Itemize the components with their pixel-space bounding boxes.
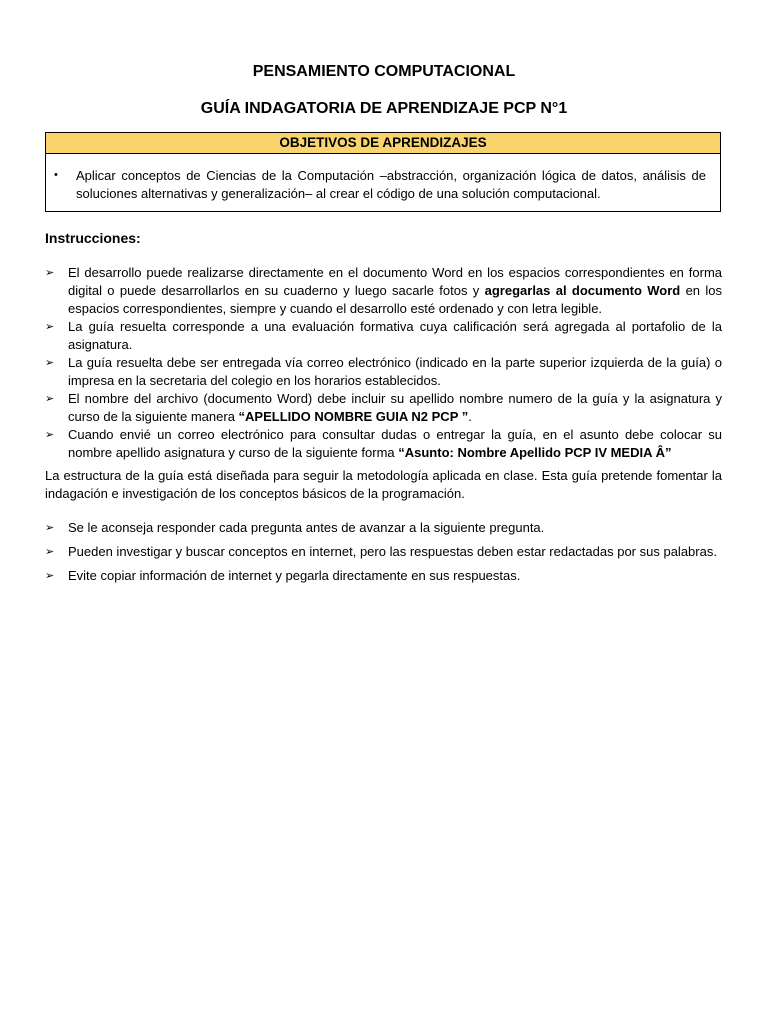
guide-title: GUÍA INDAGATORIA DE APRENDIZAJE PCP N°1 — [200, 100, 568, 117]
advice-item — [45, 540, 722, 564]
instruction-text: La guía resuelta debe ser entregada vía correo electrónico (indicado en la parte superior izquierda de la guía) o impresa en la secretaria del colegio en los horarios establecidos. — [68, 355, 722, 388]
instruction-bold-text: agregarlas al documento Word — [484, 283, 681, 298]
objective-item — [46, 154, 720, 203]
methodology-paragraph: La estructura de la guía está diseñada para seguir la metodología aplicada en clase. Esta guía pretende fomentar la indagación e investigación de los conceptos básicos de la programación. — [45, 468, 722, 501]
instruction-item — [45, 354, 722, 390]
advice-text: Evite copiar información de internet y pegarla directamente en sus respuestas. — [68, 568, 521, 583]
instruction-item — [45, 426, 722, 462]
instruction-text: . — [468, 409, 472, 424]
objective-text: Aplicar conceptos de Ciencias de la Computación –abstracción, organización lógica de datos, análisis de soluciones alternativas y generalización– al crear el código de una solución computacional. — [76, 168, 706, 201]
arrow-bullet-icon: ➢ — [45, 546, 55, 558]
instruction-item — [45, 264, 722, 318]
instructions-list — [45, 264, 722, 462]
advice-text: Pueden investigar y buscar conceptos en internet, pero las respuestas deben estar redactadas por sus palabras. — [68, 544, 717, 559]
arrow-bullet-icon: ➢ — [45, 321, 55, 333]
instruction-text: El desarrollo puede realizarse directamente en el documento Word en los espacios correspondientes en forma digital o puede desarrollarlos en su cuaderno y luego sacarle fotos y — [68, 265, 722, 298]
instruction-bold-text: “Asunto: Nombre Apellido PCP IV MEDIA Â” — [398, 445, 672, 460]
arrow-bullet-icon: ➢ — [45, 522, 55, 534]
instruction-text: en los espacios correspondientes, siempre y cuando el desarrollo esté ordenado y con letra legible. — [68, 283, 722, 316]
advice-list — [45, 516, 722, 588]
bullet-icon: • — [54, 169, 58, 181]
advice-item — [45, 564, 722, 588]
advice-text: Se le aconseja responder cada pregunta antes de avanzar a la siguiente pregunta. — [68, 520, 545, 535]
arrow-bullet-icon: ➢ — [45, 357, 55, 369]
document-title: PENSAMIENTO COMPUTACIONAL — [252, 63, 516, 80]
instruction-text: La guía resuelta corresponde a una evaluación formativa cuya calificación será agregada al portafolio de la asignatura. — [68, 319, 722, 352]
advice-item — [45, 516, 722, 540]
arrow-bullet-icon: ➢ — [45, 393, 55, 405]
arrow-bullet-icon: ➢ — [45, 429, 55, 441]
objectives-heading: OBJETIVOS DE APRENDIZAJES — [46, 133, 720, 154]
instruction-bold-text: “APELLIDO NOMBRE GUIA N2 PCP ” — [238, 409, 469, 424]
instructions-heading: Instrucciones: — [45, 230, 141, 246]
objectives-box — [45, 132, 721, 212]
instruction-text: El nombre del archivo (documento Word) debe incluir su apellido nombre numero de la guía y la asignatura y curso de la siguiente manera — [68, 391, 722, 424]
arrow-bullet-icon: ➢ — [45, 267, 55, 279]
instruction-item — [45, 390, 722, 426]
instruction-item — [45, 318, 722, 354]
instruction-text: Cuando envié un correo electrónico para consultar dudas o entregar la guía, en el asunto debe colocar su nombre apellido asignatura y curso de la siguiente forma — [68, 427, 722, 460]
arrow-bullet-icon: ➢ — [45, 570, 55, 582]
